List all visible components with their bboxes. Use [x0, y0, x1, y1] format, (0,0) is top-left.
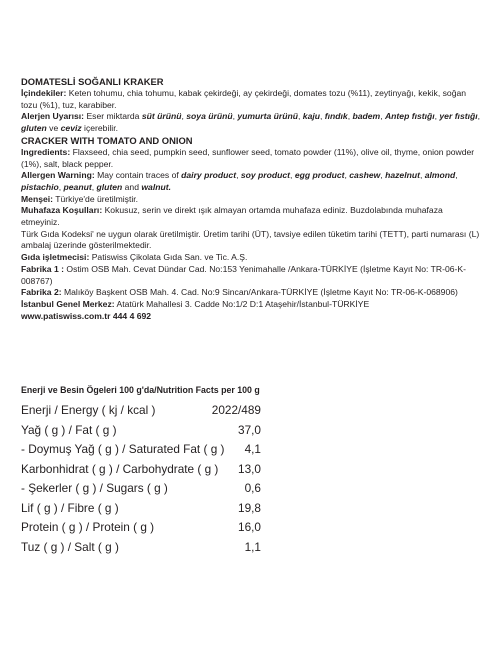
allergen-separator: ,: [232, 111, 238, 122]
allergen-item: hazelnut: [385, 170, 420, 181]
nutrition-row: [21, 499, 261, 519]
allergen-separator: ,: [434, 111, 440, 122]
nutrition-value: 4,1: [244, 442, 261, 456]
codex-line: Türk Gıda Kodeksi' ne uygun olarak üretilmiştir. Üretim tarihi (ÜT), tavsiye edilen tüketim tarihi (TETT), parti numarası (L) ambalaj üzerinde gösterilmektedir.: [21, 228, 480, 251]
tr-allergen-last: ceviz: [60, 123, 82, 134]
allergen-item: gluten: [21, 123, 47, 134]
allergen-item: yer fıstığı: [439, 111, 478, 122]
tr-allergen-label: Alerjen Uyarısı:: [21, 111, 85, 122]
allergen-separator: ,: [380, 170, 386, 181]
allergen-item: kaju: [302, 111, 320, 122]
en-ingredients-text: Flaxseed, chia seed, pumpkin seed, sunflower seed, tomato powder (11%), olive oil, thyme, onion powder (1%), salt, black pepper.: [21, 146, 475, 169]
en-allergen-label: Allergen Warning:: [21, 170, 95, 181]
nutrition-label: Karbonhidrat ( g ) / Carbohydrate ( g ): [21, 461, 219, 476]
nutrition-value: 19,8: [238, 500, 261, 515]
factory2-value: Malıköy Başkent OSB Mah. 4. Cad. No:9 Sincan/Ankara-TÜRKİYE (İşletme Kayıt No: TR-06-K-068906): [61, 287, 458, 298]
factory2-line: [21, 287, 483, 299]
factory2-label: Fabrika 2:: [21, 287, 62, 298]
allergen-item: cashew: [349, 170, 381, 181]
allergen-item: pistachio: [21, 181, 59, 192]
origin-label: Menşei:: [21, 193, 53, 204]
tr-ingredients-text: Keten tohumu, chia tohumu, kabak çekirdeği, ay çekirdeği, domates tozu (%11), zeytinyağı, kekik, soğan tozu (%1), tuz, karabiber.: [21, 88, 467, 110]
allergen-item: yumurta ürünü: [237, 111, 299, 122]
nutrition-row: [21, 421, 261, 441]
business-label: Gıda işletmecisi:: [21, 252, 90, 263]
allergen-item: peanut: [63, 181, 92, 192]
nutrition-value: 37,0: [238, 422, 261, 437]
nutrition-rows: [21, 401, 261, 557]
nutrition-label: Enerji / Energy ( kj / kcal ): [21, 403, 156, 417]
nutrition-label: Yağ ( g ) / Fat ( g ): [21, 422, 117, 437]
hq-value: Atatürk Mahallesi 3. Cadde No:1/2 D:1 Ataşehir/İstanbul-TÜRKİYE: [114, 298, 370, 309]
label-text-block: [21, 76, 483, 322]
nutrition-label: Lif ( g ) / Fibre ( g ): [21, 500, 119, 515]
tr-allergen-and: ve: [46, 123, 61, 134]
allergen-separator: ,: [181, 111, 187, 122]
allergen-separator: ,: [290, 170, 295, 181]
nutrition-label: Tuz ( g ) / Salt ( g ): [21, 539, 119, 554]
storage-text: Kokusuz, serin ve direkt ışık almayan ortamda muhafaza ediniz. Buzdolabında muhafaza etmeyiniz.: [21, 205, 443, 228]
allergen-separator: ,: [380, 111, 385, 122]
nutrition-row: [21, 518, 261, 538]
allergen-item: gluten: [96, 181, 123, 192]
contact-line: www.patiswiss.com.tr 444 4 692: [21, 310, 152, 321]
allergen-separator: ,: [58, 181, 64, 192]
allergen-item: süt ürünü: [141, 111, 182, 122]
factory1-line: [21, 264, 483, 287]
allergen-item: Antep fıstığı: [384, 111, 435, 122]
storage-label: Muhafaza Koşulları:: [21, 205, 103, 216]
origin-line: [21, 194, 483, 206]
allergen-item: soya ürünü: [186, 111, 233, 122]
business-value: Patiswiss Çikolata Gıda San. ve Tic. A.Ş.: [89, 252, 248, 263]
nutrition-facts: [21, 385, 261, 557]
allergen-separator: ,: [298, 111, 303, 122]
allergen-item: almond: [424, 170, 456, 181]
nutrition-value: 1,1: [244, 539, 261, 554]
nutrition-value: 0,6: [244, 481, 261, 495]
tr-allergen-warning: [21, 111, 483, 134]
allergen-separator: ,: [419, 170, 425, 181]
allergen-separator: ,: [236, 170, 241, 181]
nutrition-value: 2022/489: [211, 403, 261, 417]
en-ingredients: [21, 147, 483, 170]
tr-ingredients: [21, 88, 483, 111]
allergen-separator: ,: [347, 111, 353, 122]
allergen-item: egg product: [294, 170, 345, 181]
allergen-separator: ,: [320, 111, 325, 122]
nutrition-label: - Şekerler ( g ) / Sugars ( g ): [21, 481, 168, 495]
en-allergen-pre: May contain traces of: [94, 170, 182, 181]
allergen-separator: ,: [477, 111, 481, 122]
nutrition-row: [21, 401, 261, 421]
tr-allergen-pre: Eser miktarda: [84, 111, 142, 122]
business-line: [21, 252, 483, 264]
allergen-separator: ,: [91, 181, 97, 192]
en-product-title: CRACKER WITH TOMATO AND ONION: [21, 134, 193, 146]
nutrition-label: Protein ( g ) / Protein ( g ): [21, 520, 155, 534]
hq-label: İstanbul Genel Merkez:: [21, 298, 115, 309]
factory1-value: Ostim OSB Mah. Cevat Dündar Cad. No:153 Yenimahalle /Ankara-TÜRKİYE (İşletme Kayıt No: TR-06-K-008767): [21, 263, 466, 286]
en-allergen-warning: [21, 170, 483, 193]
tr-product-title: DOMATESLİ SOĞANLI KRAKER: [21, 76, 164, 87]
allergen-item: fındık: [324, 111, 348, 122]
allergen-item: badem: [352, 111, 381, 122]
nutrition-row: [21, 440, 261, 460]
allergen-item: dairy product: [181, 170, 237, 181]
nutrition-row: [21, 538, 261, 558]
nutrition-value: 13,0: [238, 461, 261, 476]
nutrition-row: [21, 460, 261, 480]
nutrition-title: Enerji ve Besin Ögeleri 100 g'da/Nutrition Facts per 100 g: [21, 385, 260, 395]
allergen-item: soy product: [240, 170, 291, 181]
nutrition-label: - Doymuş Yağ ( g ) / Saturated Fat ( g ): [21, 442, 225, 456]
tr-allergen-post: içerebilir.: [81, 123, 118, 134]
origin-value: Türkiye'de üretilmiştir.: [53, 193, 139, 204]
factory1-label: Fabrika 1 :: [21, 263, 64, 274]
storage-line: [21, 205, 483, 228]
nutrition-row: [21, 479, 261, 499]
en-allergen-and: and: [122, 181, 142, 192]
allergen-separator: ,: [344, 170, 350, 181]
en-ingredients-label: Ingredients:: [21, 146, 71, 157]
en-allergen-last: walnut.: [141, 181, 171, 192]
hq-line: [21, 299, 483, 311]
nutrition-value: 16,0: [238, 520, 261, 534]
allergen-separator: ,: [455, 170, 458, 181]
tr-ingredients-label: İçindekiler:: [21, 88, 67, 98]
